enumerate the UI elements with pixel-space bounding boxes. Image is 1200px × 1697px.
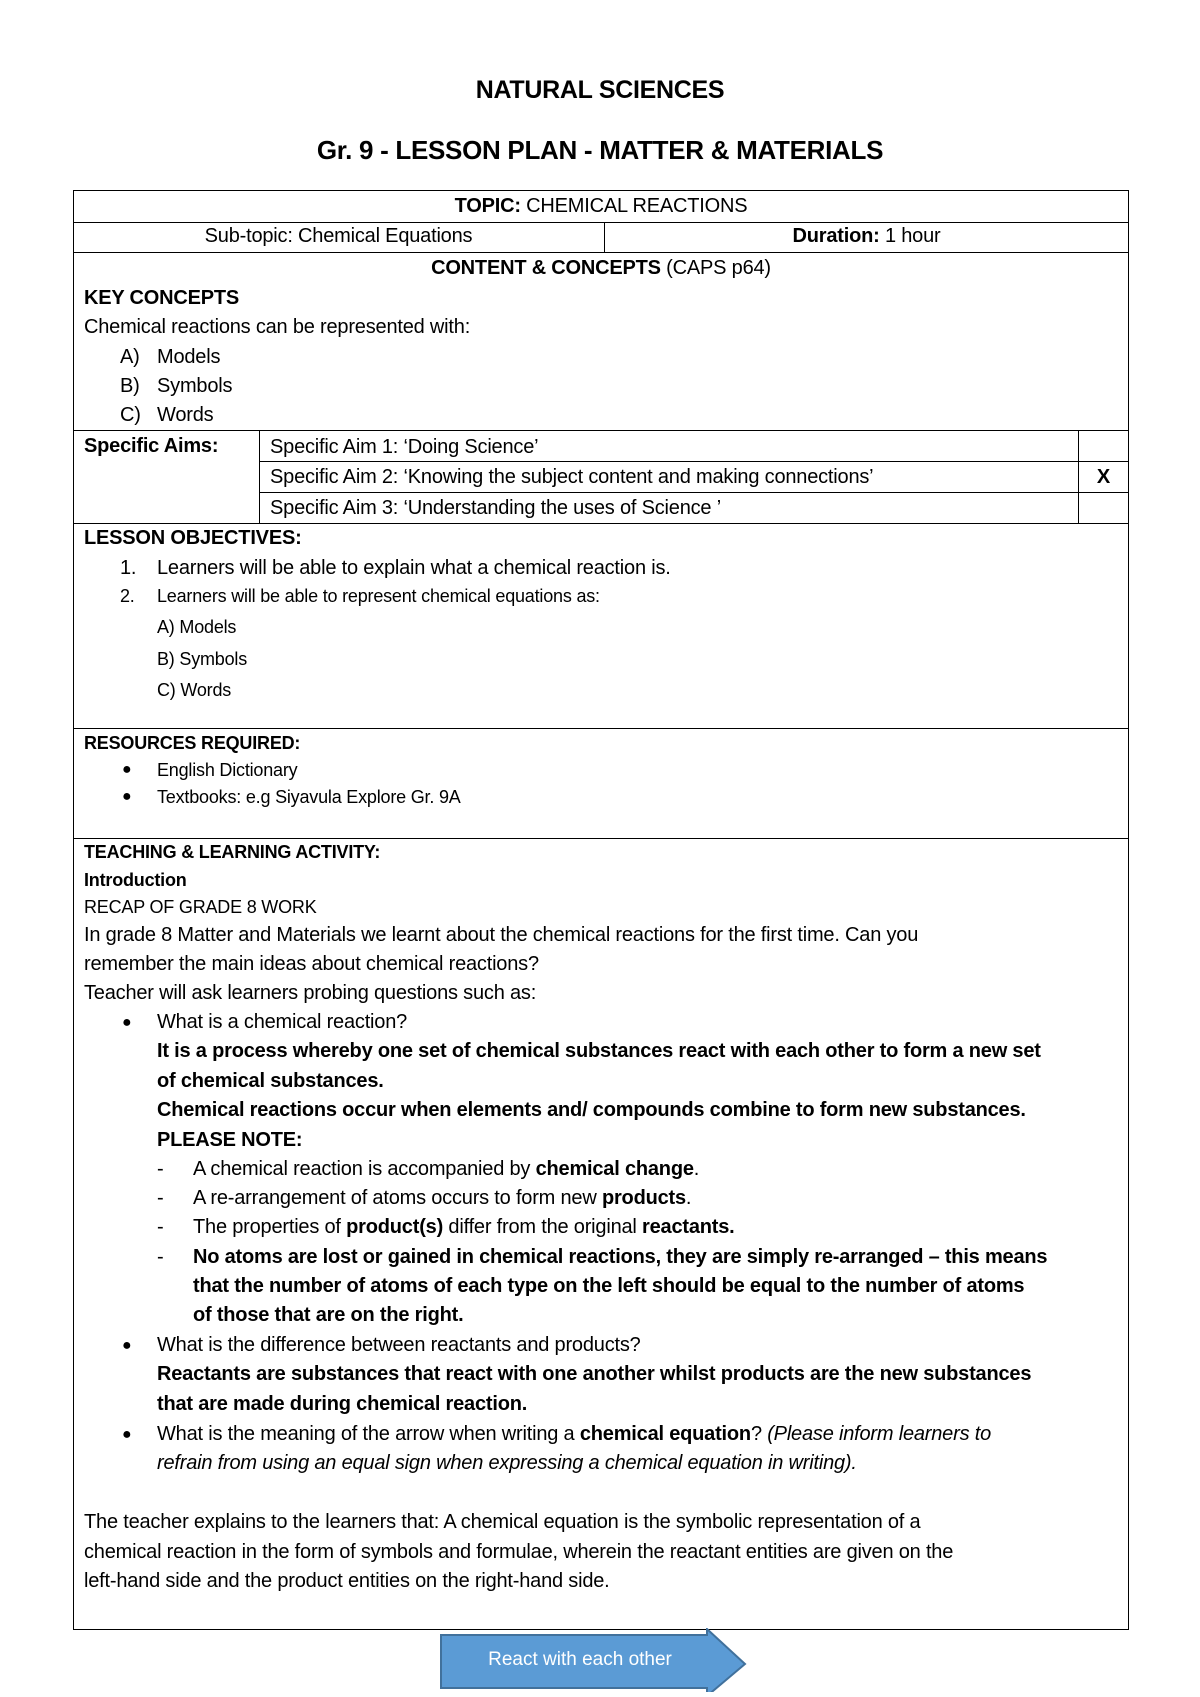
objective-item: Learners will be able to represent chemical equations as: [157, 586, 600, 606]
question-italic: (Please inform learners to [767, 1423, 992, 1445]
resources-heading: RESOURCES REQUIRED: [84, 733, 301, 753]
duration-label: Duration: [792, 225, 880, 247]
lesson-plan-title: Gr. 9 - LESSON PLAN - MATTER & MATERIALS [316, 135, 884, 165]
dash-marker: - [157, 1158, 164, 1180]
note-bold: reactants. [642, 1216, 735, 1238]
please-note-heading: PLEASE NOTE: [157, 1129, 303, 1151]
note-text: A re-arrangement of atoms occurs to form new [193, 1187, 602, 1209]
dash-marker: - [157, 1246, 164, 1268]
activity-paragraph: The teacher explains to the learners that: A chemical equation is the symbolic representation of a [84, 1511, 921, 1533]
activity-paragraph: remember the main ideas about chemical reactions? [84, 953, 539, 975]
introduction-heading: Introduction [84, 870, 187, 890]
note-bold: chemical change [535, 1158, 694, 1180]
subtopic: Sub-topic: Chemical Equations [204, 225, 473, 247]
concept-letter: A) [120, 346, 140, 368]
question-item: What is the difference between reactants and products? [157, 1334, 641, 1356]
resource-item: Textbooks: e.g Siyavula Explore Gr. 9A [157, 787, 461, 807]
aim-mark: X [1096, 466, 1111, 488]
activity-heading: TEACHING & LEARNING ACTIVITY: [84, 842, 381, 862]
react-arrow [440, 1628, 750, 1692]
activity-paragraph: Teacher will ask learners probing questions such as: [84, 982, 537, 1004]
row-divider [259, 492, 1129, 493]
concept-item: Models [157, 346, 221, 368]
note-item [193, 1213, 735, 1242]
note-item: of those that are on the right. [193, 1304, 464, 1326]
note-item [193, 1184, 691, 1213]
activity-paragraph: left-hand side and the product entities on the right-hand side. [84, 1570, 610, 1592]
concept-item: Symbols [157, 375, 233, 397]
specific-aims-label: Specific Aims: [84, 435, 219, 457]
concept-item: Words [157, 404, 214, 426]
topic-row [73, 192, 1129, 221]
note-text: A chemical reaction is accompanied by [193, 1158, 536, 1180]
note-item: that the number of atoms of each type on the left should be equal to the number of atoms [193, 1275, 1025, 1297]
duration [604, 222, 1129, 251]
bullet: ● [122, 761, 132, 778]
column-divider [259, 430, 260, 523]
note-text: differ from the original [443, 1216, 643, 1238]
dash-marker: - [157, 1216, 164, 1238]
objective-number: 2. [120, 586, 135, 606]
note-text: . [685, 1187, 692, 1209]
objective-sub-item: C) Words [157, 680, 232, 700]
content-ref: (CAPS p64) [660, 257, 771, 279]
activity-paragraph: In grade 8 Matter and Materials we learnt about the chemical reactions for the first time. Can you [84, 924, 919, 946]
objective-number: 1. [120, 557, 137, 579]
recap-heading: RECAP OF GRADE 8 WORK [84, 897, 317, 917]
specific-aim-row: Specific Aim 1: ‘Doing Science’ [270, 436, 539, 458]
question-item [157, 1420, 991, 1449]
subject-title: NATURAL SCIENCES [475, 76, 725, 104]
arrow-label: React with each other [488, 1649, 672, 1670]
objective-sub-item: B) Symbols [157, 649, 248, 669]
question-item: What is a chemical reaction? [157, 1011, 408, 1033]
objectives-heading: LESSON OBJECTIVES: [84, 527, 302, 549]
key-concepts-heading: KEY CONCEPTS [84, 287, 240, 309]
content-heading [73, 254, 1129, 283]
bullet: ● [122, 788, 132, 805]
note-bold: product(s) [346, 1216, 444, 1238]
question-text: ? [750, 1423, 768, 1445]
question-bold: chemical equation [579, 1423, 751, 1445]
note-item: No atoms are lost or gained in chemical reactions, they are simply re-arranged – this means [193, 1246, 1048, 1268]
duration-value: 1 hour [879, 225, 941, 247]
question-italic-continued: refrain from using an equal sign when expressing a chemical equation in writing). [157, 1452, 857, 1474]
specific-aim-row: Specific Aim 3: ‘Understanding the uses of Science ’ [270, 497, 721, 519]
concept-letter: B) [120, 375, 140, 397]
bullet: ● [122, 1014, 132, 1031]
dash-marker: - [157, 1187, 164, 1209]
note-text: . [693, 1158, 700, 1180]
question-text: What is the meaning of the arrow when writing a [157, 1423, 580, 1445]
content-heading-label: CONTENT & CONCEPTS [431, 257, 661, 279]
answer-text: It is a process whereby one set of chemical substances react with each other to form a new set [157, 1040, 1041, 1062]
answer-text: that are made during chemical reaction. [157, 1393, 528, 1415]
note-bold: products [601, 1187, 686, 1209]
specific-aim-row: Specific Aim 2: ‘Knowing the subject content and making connections’ [270, 466, 874, 488]
answer-text: Reactants are substances that react with one another whilst products are the new substances [157, 1363, 1032, 1385]
activity-paragraph: chemical reaction in the form of symbols and formulae, wherein the reactant entities are given on the [84, 1541, 954, 1563]
bullet: ● [122, 1426, 132, 1443]
resource-item: English Dictionary [157, 760, 298, 780]
topic-label: TOPIC: [454, 195, 521, 217]
objective-item: Learners will be able to explain what a chemical reaction is. [157, 557, 671, 579]
note-text: The properties of [193, 1216, 347, 1238]
key-concepts-intro: Chemical reactions can be represented with: [84, 316, 471, 338]
row-divider [73, 430, 1129, 431]
objective-sub-item: A) Models [157, 617, 237, 637]
topic-value: CHEMICAL REACTIONS [520, 195, 748, 217]
note-item [193, 1155, 699, 1184]
answer-text: of chemical substances. [157, 1070, 384, 1092]
concept-letter: C) [120, 404, 141, 426]
row-divider [73, 252, 1129, 253]
bullet: ● [122, 1337, 132, 1354]
answer-text: Chemical reactions occur when elements and/ compounds combine to form new substances. [157, 1099, 1026, 1121]
